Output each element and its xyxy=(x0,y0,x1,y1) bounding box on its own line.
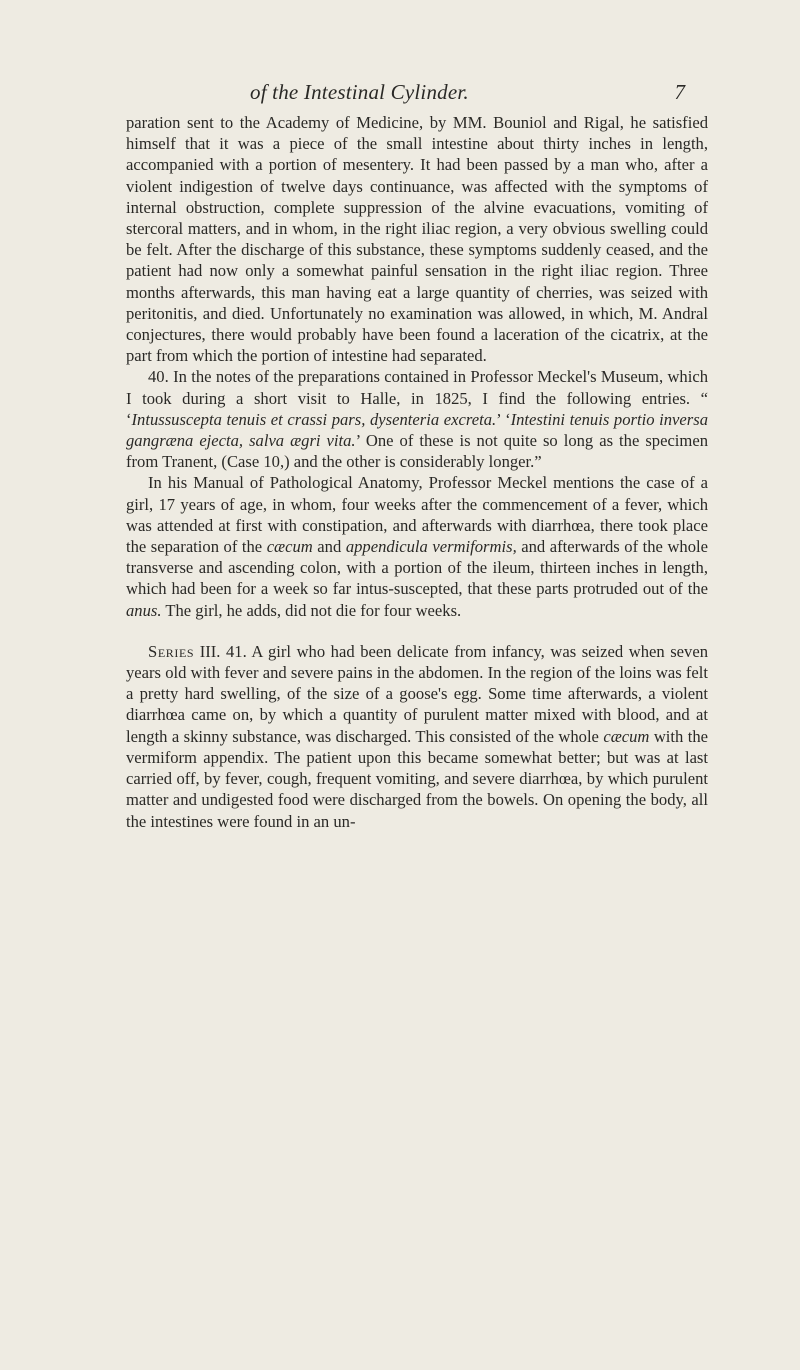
paragraph-meckel-museum xyxy=(126,366,708,472)
page-number: 7 xyxy=(674,80,685,104)
series-label: Series xyxy=(148,641,195,661)
paragraph-text: with the vermiform appendix. The patient upon this became somewhat better; but was at last carried off, by fever, cough, frequent vomiting, and severe diarrhœa, by which purulent matter and undigested food were discharged from the bowels. On opening the body, all the intestines were found in an un- xyxy=(126,726,708,831)
paragraph-text: ’ One of these is not quite so long as the specimen from Tranent, (Case 10,) and the other is considerably longer.” xyxy=(126,431,708,472)
paragraph-text: and afterwards of the whole transverse and ascending colon, with a portion of the ileum, thirteen inches in length, which had been for a week so far intus-suscepted, that these parts protruded out of the xyxy=(126,537,708,599)
running-header xyxy=(250,80,685,108)
paragraph-text: paration sent to the Academy of Medicine, by MM. Bouniol and Rigal, he satisfied himself that it was a piece of the small intestine about thirty inches in length, accompanied with a portion of mesentery. It had been passed by a man who, after a violent indigestion of twelve days continuance, was affected with the symptoms of internal obstruction, complete suppression of the alvine evacuations, vomiting of stercoral matters, and in whom, in the right iliac region, a very obvious swelling could be felt. After the discharge of this substance, these symptoms suddenly ceased, and the patient had now only a somewhat painful sensation in the right iliac region. Three months afterwards, this man having eat a large quantity of cherries, was seized with peritonitis, and died. Unfortunately no examination was allowed, in which, M. Andral conjectures, there would probably have been found a laceration of the cicatrix, at the part from which the portion of intestine had separated. xyxy=(126,113,708,366)
paragraph-continued xyxy=(126,112,708,366)
paragraph-text: ’ ‘ xyxy=(496,409,511,429)
paragraph-text: The girl, he adds, did not die for four weeks. xyxy=(161,600,462,620)
latin-entry-1: Intussuscepta tenuis et crassi pars, dysenteria excreta. xyxy=(131,409,497,429)
paragraph-text: III. 41. A girl who had been delicate from infancy, was seized when seven years old with fever and severe pains in the abdomen. In the region of the loins was felt a pretty hard swelling, of the size of a goose's egg. Some time afterwards, a violent diarrhœa came on, by which a quantity of purulent matter mixed with blood, and at length a skinny substance, was discharged. This consisted of the whole xyxy=(126,641,708,746)
running-title: of the Intestinal Cylinder. xyxy=(250,80,469,104)
body-text xyxy=(126,112,708,832)
paragraph-meckel-manual xyxy=(126,472,708,620)
italic-term: anus. xyxy=(126,600,162,620)
paragraph-series-iii xyxy=(126,641,708,832)
paragraph-text: and xyxy=(312,537,346,557)
paragraph-text: 40. In the notes of the preparations contained in Professor Meckel's Museum, which I took during a short visit to Halle, in 1825, I find the following entries. “ ‘ xyxy=(126,367,708,429)
paragraph-text: In his Manual of Pathological Anatomy, Professor Meckel mentions the case of a girl, 17 years of age, in whom, four weeks after the commencement of a fever, which was attended at first with constipation, and afterwards with diarrhœa, there took place the separation of the xyxy=(126,473,708,557)
italic-term: cæcum xyxy=(266,537,313,557)
latin-entry-2: Intestini tenuis portio inversa gangræna ejecta, salva ægri vita. xyxy=(126,409,708,451)
italic-term: cæcum xyxy=(603,726,650,746)
italic-term: appendicula vermiformis, xyxy=(345,537,517,557)
